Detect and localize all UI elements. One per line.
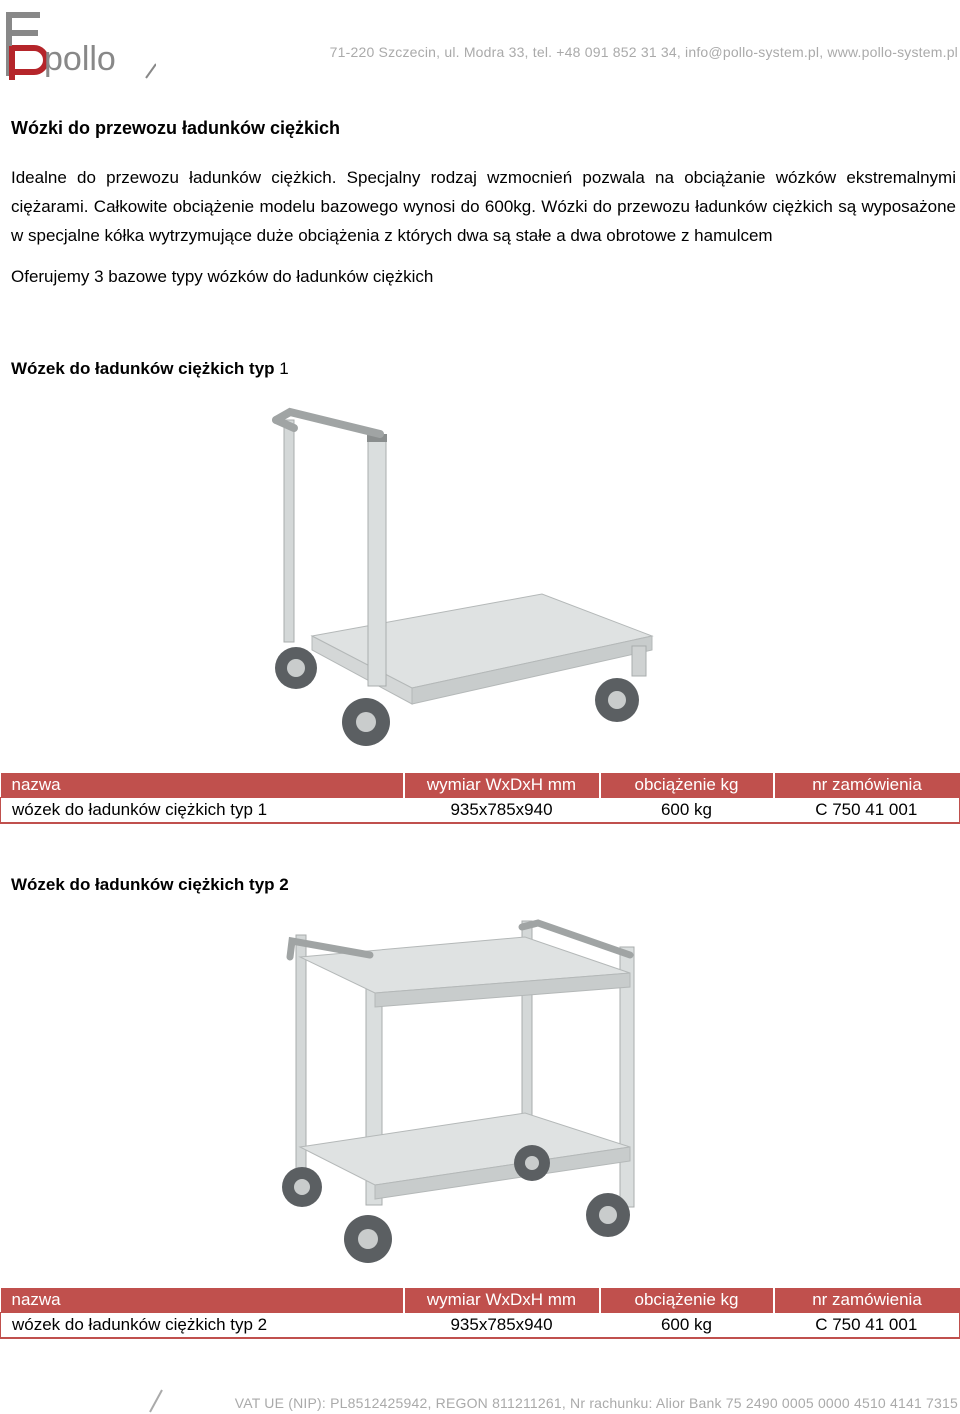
cell-dimensions: 935x785x940 bbox=[404, 798, 600, 824]
header-contact: 71-220 Szczecin, ul. Modra 33, tel. +48 091 852 31 34, info@pollo-system.pl, www.pollo-system.pl bbox=[329, 44, 958, 60]
col-dimensions-header: wymiar WxDxH mm bbox=[404, 773, 600, 798]
page-title: Wózki do przewozu ładunków ciężkich bbox=[11, 118, 341, 138]
table-header-row bbox=[1, 773, 960, 798]
cell-name: wózek do ładunków ciężkich typ 1 bbox=[1, 798, 404, 824]
col-load-header: obciążenie kg bbox=[600, 773, 774, 798]
col-order-header: nr zamówienia bbox=[774, 773, 960, 798]
trolley-type-1-image bbox=[262, 398, 662, 754]
product-1-spec-table bbox=[0, 773, 960, 824]
col-name-header: nazwa bbox=[1, 773, 404, 798]
col-name-header: nazwa bbox=[1, 1288, 404, 1313]
col-load-header: obciążenie kg bbox=[600, 1288, 774, 1313]
product-2-heading: Wózek do ładunków ciężkich typ 2 bbox=[11, 875, 289, 894]
cell-order-no: C 750 41 001 bbox=[774, 1313, 960, 1339]
cell-dimensions: 935x785x940 bbox=[404, 1313, 600, 1339]
cell-name: wózek do ładunków ciężkich typ 2 bbox=[1, 1313, 404, 1339]
svg-text:pollo: pollo bbox=[44, 40, 116, 78]
col-dimensions-header: wymiar WxDxH mm bbox=[404, 1288, 600, 1313]
pollo-logo bbox=[6, 8, 156, 80]
footer-divider bbox=[148, 1388, 168, 1414]
cell-load: 600 kg bbox=[600, 1313, 774, 1339]
product-2-spec-table bbox=[0, 1288, 960, 1339]
table-row bbox=[1, 798, 960, 824]
trolley-type-2-image bbox=[270, 915, 650, 1267]
cell-order-no: C 750 41 001 bbox=[774, 798, 960, 824]
product-1-heading-text: Wózek do ładunków ciężkich typ bbox=[11, 359, 275, 378]
table-header-row bbox=[1, 1288, 960, 1313]
offer-text: Oferujemy 3 bazowe typy wózków do ładunków ciężkich bbox=[11, 267, 434, 286]
product-1-heading-number: 1 bbox=[279, 359, 289, 378]
footer-company-info: VAT UE (NIP): PL8512425942, REGON 811211261, Nr rachunku: Alior Bank 75 2490 0005 0000 4510 4141 7315 bbox=[234, 1395, 958, 1411]
table-row bbox=[1, 1313, 960, 1339]
page-header bbox=[0, 0, 960, 80]
product-1-heading bbox=[11, 359, 289, 379]
col-order-header: nr zamówienia bbox=[774, 1288, 960, 1313]
cell-load: 600 kg bbox=[600, 798, 774, 824]
intro-paragraph: Idealne do przewozu ładunków ciężkich. Specjalny rodzaj wzmocnień pozwala na obciążanie wózków ekstremalnymi ciężarami. Całkowite obciążenie modelu bazowego wynosi do 600kg. Wózki do przewozu ładunków ciężkich są wyposażone w specjalne kółka wytrzymujące duże obciążenia z których dwa są stałe a dwa obrotowe z hamulcem bbox=[11, 168, 956, 245]
